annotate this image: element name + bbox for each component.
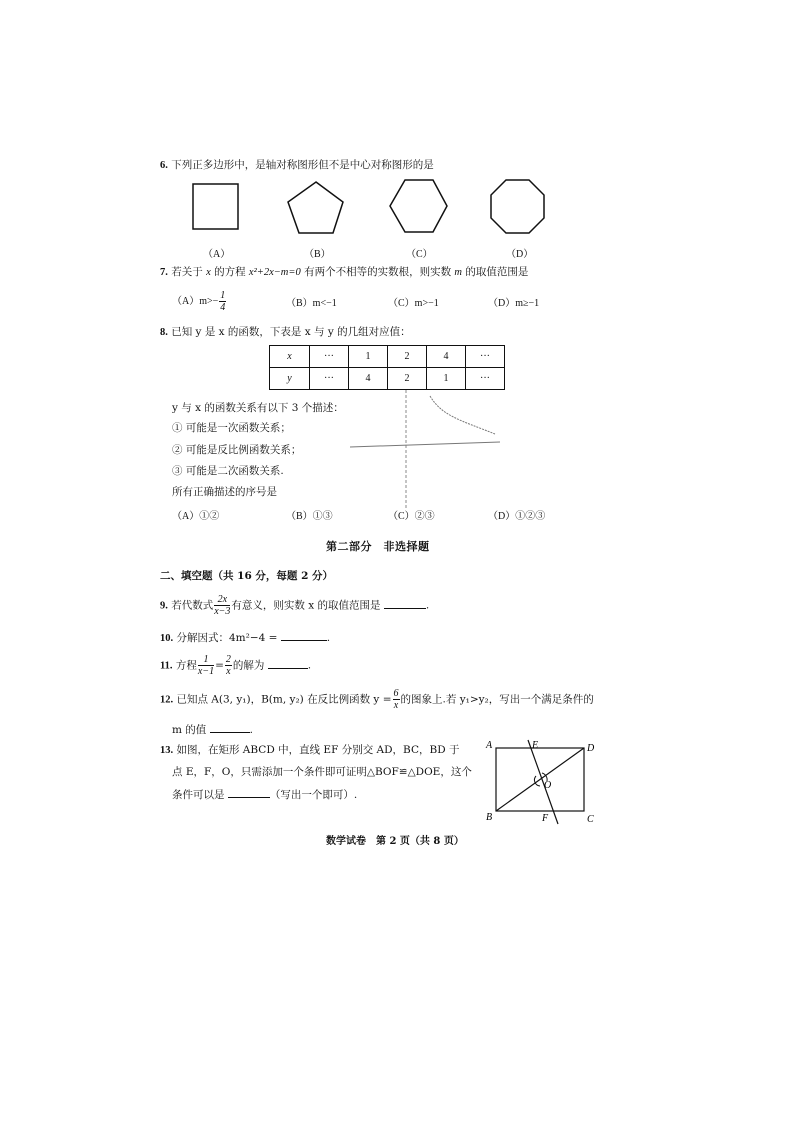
- label-c: C: [587, 814, 594, 825]
- q9-stem: [160, 594, 429, 617]
- q13-number: 13.: [160, 745, 174, 756]
- q13-line3: [172, 787, 357, 802]
- q13-line3-end: （写出一个即可）.: [269, 789, 358, 801]
- show-through-sketch: [350, 390, 520, 510]
- q7-var-m: m: [454, 267, 463, 278]
- hexagon-shape: [390, 180, 447, 232]
- q8-number: 8.: [160, 327, 168, 338]
- q6-option-d[interactable]: （D）: [506, 249, 534, 260]
- q6-option-b[interactable]: （B）: [304, 249, 331, 260]
- q10-stem: [160, 630, 330, 645]
- table-cell: 1: [427, 368, 466, 390]
- q7-option-a-den: 4: [220, 302, 226, 313]
- q6-option-a[interactable]: （A）: [203, 249, 231, 260]
- q11-answer-blank[interactable]: [268, 658, 308, 669]
- q13-line2: 点 E，F，O，只需添加一个条件即可证明△BOF≌△DOE，这个: [172, 766, 472, 778]
- table-cell: 4: [349, 368, 388, 390]
- table-cell: 1: [349, 346, 388, 368]
- sketch-curve: [430, 396, 495, 434]
- q11-number: 11.: [160, 660, 173, 672]
- label-b: B: [486, 812, 493, 823]
- q7-var-x: x: [206, 267, 211, 278]
- q9-frac-num: 2x: [214, 594, 230, 606]
- q7-option-b[interactable]: （B）m<−1: [286, 298, 337, 309]
- q11-f1-den: x−1: [197, 666, 215, 677]
- q7-option-a-label: （A）m>−: [172, 295, 219, 307]
- q10-text: 分解因式：4m²−4 =: [176, 632, 278, 644]
- q10-number: 10.: [160, 633, 174, 644]
- q7-text-d: 的取值范围是: [465, 266, 529, 278]
- q7-option-d[interactable]: （D）m≥−1: [488, 298, 540, 309]
- q8-option-a[interactable]: （A）①②: [172, 511, 220, 522]
- q9-text-a: 若代数式: [171, 599, 214, 612]
- q11-stem: [160, 654, 311, 677]
- q7-equation: x²+2x−m=0: [248, 267, 301, 278]
- q8-option-c[interactable]: （C）②③: [388, 511, 435, 522]
- table-cell: ···: [466, 346, 505, 368]
- table-cell: 4: [427, 346, 466, 368]
- section2-heading: 二、填空题（共 16 分，每题 2 分）: [160, 570, 334, 582]
- q9-text-end: .: [425, 599, 430, 612]
- q7-number: 7.: [160, 267, 168, 278]
- q6-option-c[interactable]: （C）: [406, 249, 433, 260]
- q9-answer-blank[interactable]: [384, 598, 426, 609]
- q8-item-1: ① 可能是一次函数关系；: [172, 422, 291, 434]
- table-row: [270, 346, 505, 368]
- q10-text-end: .: [326, 632, 331, 644]
- q12-text-a: 已知点 A(3, y₁)，B(m, y₂) 在反比例函数 y =: [176, 693, 392, 706]
- q7-text-b: 的方程: [214, 266, 246, 278]
- page-footer: 数学试卷 第 2 页（共 8 页）: [326, 836, 464, 847]
- q8-value-table: [269, 345, 505, 390]
- q11-f2-den: x: [226, 666, 231, 677]
- q9-fraction: [214, 594, 230, 617]
- q7-text-a: 若关于: [171, 266, 203, 278]
- table-cell: 2: [388, 368, 427, 390]
- q9-frac-den: x−3: [214, 606, 231, 617]
- q7-stem: [160, 264, 528, 279]
- q9-text-b: 有意义，则实数 x 的取值范围是: [231, 599, 381, 612]
- q12-stem: [160, 688, 594, 711]
- q12-text-end: .: [249, 724, 253, 736]
- q12-frac-num: 6: [393, 688, 399, 699]
- label-f: F: [542, 813, 549, 824]
- square-shape: [193, 184, 238, 229]
- table-cell: ···: [466, 368, 505, 390]
- q11-text-end: .: [307, 659, 312, 672]
- q12-line2: [172, 722, 253, 737]
- q6-text: 下列正多边形中，是轴对称图形但不是中心对称图形的是: [171, 159, 434, 171]
- q8-stem: [160, 324, 411, 339]
- table-row: [270, 368, 505, 390]
- table-cell: x: [270, 346, 310, 368]
- octagon-shape: [491, 180, 544, 233]
- q8-desc: y 与 x 的函数关系有以下 3 个描述：: [172, 402, 344, 414]
- q11-text-b: 的解为: [232, 659, 265, 672]
- q13-line3-text: 条件可以是: [172, 789, 225, 801]
- q11-fraction-2: [225, 654, 232, 677]
- q8-option-d[interactable]: （D）①②③: [488, 511, 546, 522]
- pentagon-shape: [288, 182, 343, 233]
- q7-text-c: 有两个不相等的实数根，则实数: [304, 266, 452, 278]
- table-cell: y: [270, 368, 310, 390]
- q12-text-b: 的图象上.若 y₁>y₂，写出一个满足条件的: [400, 693, 594, 706]
- q8-ask: 所有正确描述的序号是: [172, 486, 277, 498]
- q11-text-a: 方程: [175, 659, 197, 672]
- q9-number: 9.: [160, 600, 168, 612]
- table-cell: ···: [310, 346, 349, 368]
- label-d: D: [587, 743, 595, 754]
- q7-option-a-num: 1: [220, 290, 226, 301]
- diagonal-bd: [496, 748, 584, 811]
- q11-fraction-1: [198, 654, 214, 677]
- sketch-x-axis: [350, 442, 500, 447]
- q13-answer-blank[interactable]: [228, 787, 270, 798]
- q7-option-a[interactable]: [172, 290, 227, 313]
- q11-f1-num: 1: [198, 654, 214, 666]
- table-cell: 2: [388, 346, 427, 368]
- table-cell: ···: [310, 368, 349, 390]
- q12-fraction: [393, 688, 400, 711]
- q10-answer-blank[interactable]: [281, 630, 327, 641]
- q8-option-b[interactable]: （B）①③: [286, 511, 333, 522]
- q12-frac-den: x: [393, 700, 399, 711]
- label-e: E: [532, 740, 539, 751]
- q7-option-c[interactable]: （C）m>−1: [388, 298, 439, 309]
- q11-equals: =: [215, 659, 224, 672]
- q12-answer-blank[interactable]: [210, 722, 250, 733]
- q6-number: 6.: [160, 160, 168, 171]
- q6-stem: [160, 157, 434, 172]
- q8-item-3: ③ 可能是二次函数关系.: [172, 465, 284, 477]
- q13-figure: [484, 738, 604, 828]
- q8-item-2: ② 可能是反比例函数关系；: [172, 444, 302, 456]
- q12-number: 12.: [160, 694, 174, 706]
- q8-text: 已知 y 是 x 的函数，下表是 x 与 y 的几组对应值：: [171, 326, 411, 338]
- q7-option-a-fraction: [219, 290, 226, 313]
- q11-f2-num: 2: [225, 654, 231, 665]
- label-o: O: [544, 780, 552, 791]
- q13-line1-text: 如图，在矩形 ABCD 中，直线 EF 分别交 AD，BC，BD 于: [176, 744, 460, 756]
- q6-shapes: [180, 175, 560, 247]
- part2-title: 第二部分 非选择题: [326, 540, 430, 553]
- label-a: A: [486, 740, 493, 751]
- q13-line1: [160, 742, 459, 757]
- q12-line2-text: m 的值: [172, 724, 207, 736]
